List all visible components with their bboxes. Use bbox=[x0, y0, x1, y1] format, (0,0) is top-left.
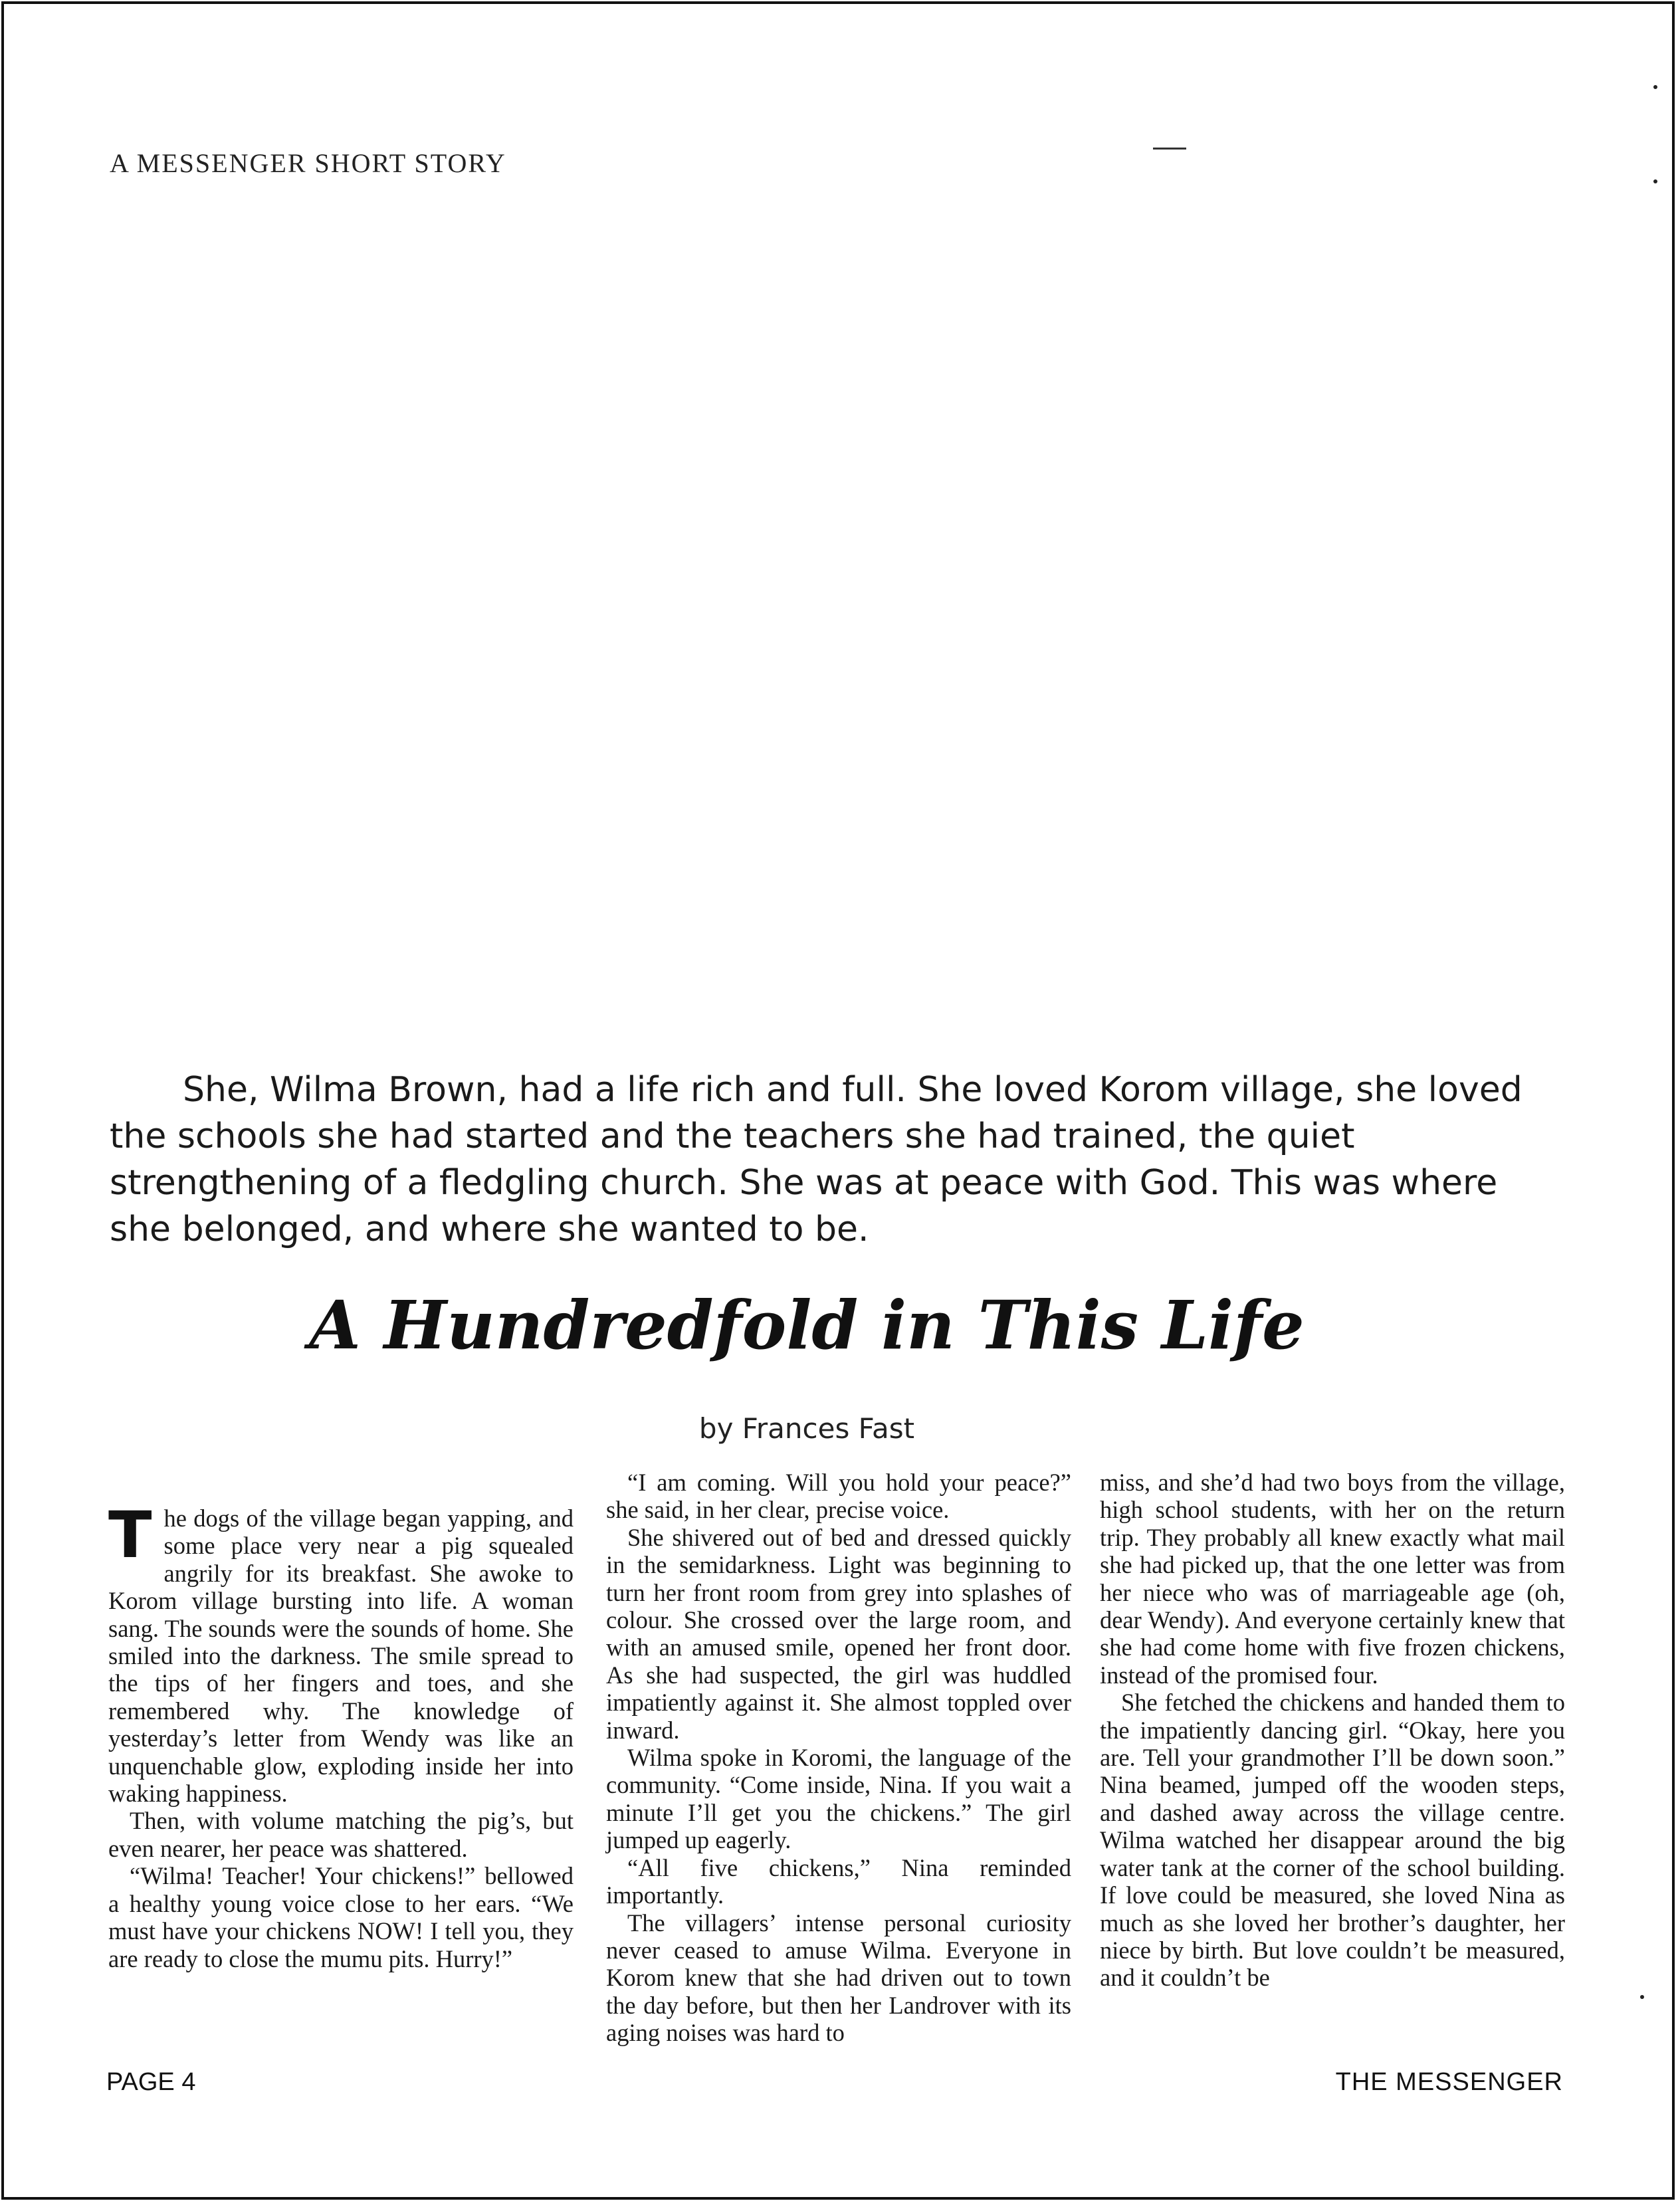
body-column-2 bbox=[606, 1469, 1071, 2047]
paragraph: The villagers’ intense personal curiosity never ceased to amuse Wilma. Everyone in Korom knew that she had driven out to town the day before, but then her Landrover with its aging noises was hard to bbox=[606, 1909, 1071, 2047]
section-kicker: A MESSENGER SHORT STORY bbox=[110, 148, 506, 178]
intro-paragraph: She, Wilma Brown, had a life rich and full. She loved Korom village, she loved the schools she had started and the teachers she had trained, the quiet strengthening of a fledgling church. She was at peace with God. This was where she belonged, and where she wanted to be. bbox=[110, 1070, 1522, 1249]
publication-name: THE MESSENGER bbox=[1335, 2068, 1563, 2096]
paragraph: She shivered out of bed and dressed quickly in the semidarkness. Light was beginning to turn her front room from grey into splashes of colour. She crossed over the large room, and with an amused smile, opened her front door. As she had suspected, the girl was huddled impatiently against it. She almost toppled over inward. bbox=[606, 1523, 1071, 1744]
body-column-3 bbox=[1100, 1469, 1565, 1992]
paragraph: “All five chickens,” Nina reminded importantly. bbox=[606, 1853, 1071, 1909]
article-title: A Hundredfold in This Life bbox=[309, 1286, 1305, 1364]
print-speck bbox=[1640, 1995, 1644, 1999]
paragraph: “I am coming. Will you hold your peace?” she said, in her clear, precise voice. bbox=[606, 1469, 1071, 1524]
paragraph: Then, with volume matching the pig’s, but even nearer, her peace was shattered. bbox=[108, 1807, 574, 1862]
page-number: PAGE 4 bbox=[106, 2068, 196, 2096]
paragraph: Wilma spoke in Koromi, the language of the community. “Come inside, Nina. If you wait a minute I’ll get you the chickens.” The girl jumped up eagerly. bbox=[606, 1744, 1071, 1854]
article-byline: by Frances Fast bbox=[698, 1412, 915, 1445]
paragraph: he dogs of the village began yapping, and some place very near a pig squealed angrily for its breakfast. She awoke to Korom village bursting into life. A woman sang. The sounds were the sounds of home. She smiled into the darkness. The smile spread to the tips of her fingers and toes, and she remembered why. The knowledge of yesterday’s letter from Wendy was like an unquenchable glow, exploding inside her into waking happiness. bbox=[108, 1505, 574, 1808]
paragraph: She fetched the chickens and handed them to the impatiently dancing girl. “Okay, here you are. Tell your grandmother I’ll be down soon.” Nina beamed, jumped off the wooden steps, and dashed away across the village centre. Wilma watched her disappear around the big water tank at the corner of the school building. If love could be measured, she loved Nina as much as she loved her brother’s daughter, her niece by birth. But love couldn’t be measured, and it couldn’t be bbox=[1100, 1689, 1565, 1992]
print-speck bbox=[1653, 85, 1657, 89]
body-column-1 bbox=[108, 1498, 574, 1972]
drop-cap: T bbox=[108, 1498, 152, 1572]
paragraph: “Wilma! Teacher! Your chickens!” bellowed a healthy young voice close to her ears. “We must have your chickens NOW! I tell you, they are ready to close the mumu pits. Hurry!” bbox=[108, 1862, 574, 1972]
decorative-dash bbox=[1153, 148, 1186, 150]
print-speck bbox=[1653, 179, 1657, 183]
paragraph: miss, and she’d had two boys from the village, high school students, with her on the return trip. They probably all knew exactly what mail she had picked up, that the one letter was from her niece who was of marriageable age (oh, dear Wendy). And everyone certainly knew that she had come home with five frozen chickens, instead of the promised four. bbox=[1100, 1469, 1565, 1689]
